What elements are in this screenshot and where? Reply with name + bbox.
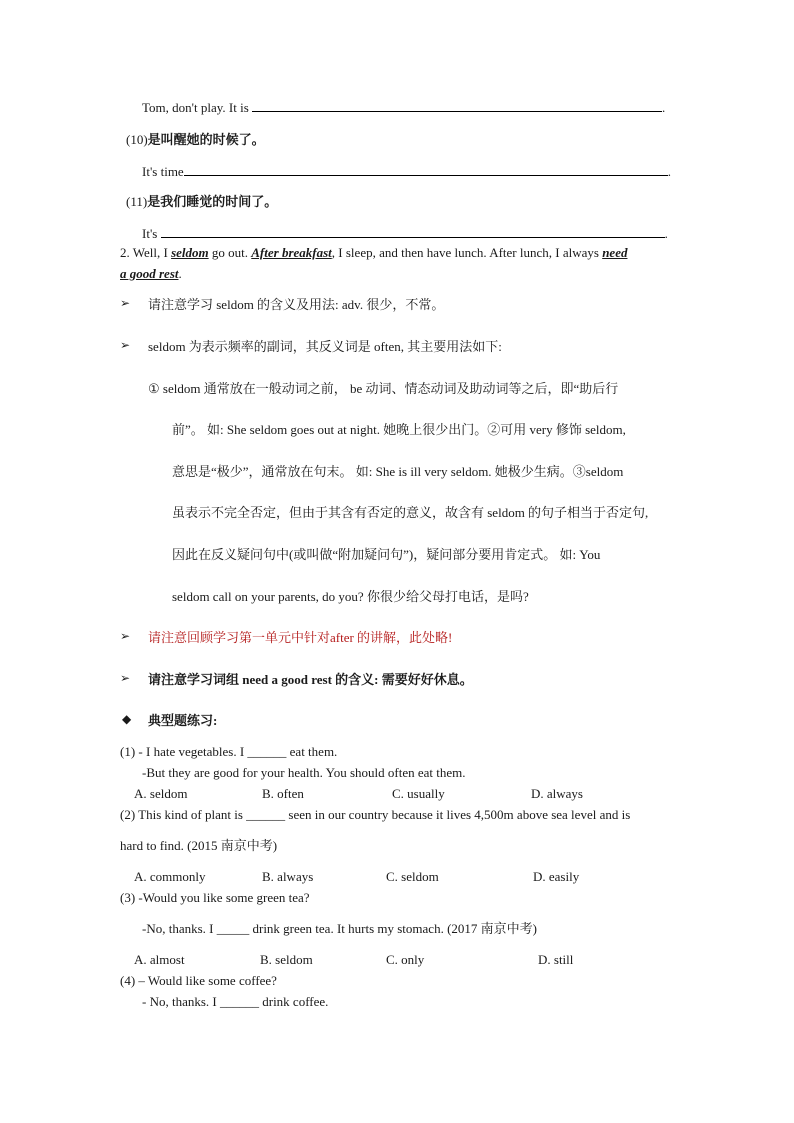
- translation-item-11-answer: It's .: [142, 226, 668, 241]
- answer-blank[interactable]: [161, 224, 665, 238]
- item-number: (10): [126, 132, 148, 147]
- translation-item-11: [126, 193, 277, 211]
- note-need-a-good-rest: 请注意学习词组 need a good rest 的含义: 需要好好休息。: [148, 672, 473, 687]
- note-seldom-meaning: 请注意学习 seldom 的含义及用法: adv. 很少，不常。: [148, 297, 445, 312]
- question-2-stem: (2) This kind of plant is ______ seen in our country because it lives 4,500m above sea level and is: [120, 807, 631, 822]
- q3-option-c[interactable]: C. only: [386, 952, 425, 967]
- q1-option-b[interactable]: B. often: [262, 786, 304, 801]
- chinese-prompt: 是叫醒她的时候了。: [147, 132, 265, 147]
- q3-option-d[interactable]: D. still: [538, 952, 574, 967]
- question-2-stem-cont: hard to find. (2015 南京中考): [120, 838, 278, 853]
- translation-item-10-answer: It's time .: [142, 164, 671, 179]
- diamond-bullet-icon: ◆: [122, 712, 132, 726]
- item-number: (11): [126, 194, 148, 209]
- question-3-reply: -No, thanks. I _____ drink green tea. It hurts my stomach. (2017 南京中考): [142, 921, 537, 936]
- sentence-2-line-1: 2. Well, I seldom go out. After breakfast, I sleep, and then have lunch. After lunch, I always need: [120, 245, 628, 260]
- chinese-prompt: 是我们睡觉的时间了。: [147, 194, 278, 209]
- item-9-prompt: Tom, don't play. It is: [142, 100, 249, 115]
- usage-detail-1: ① seldom 通常放在一般动词之前， be 动词、情态动词及助动词等之后，即“助后行: [148, 381, 619, 396]
- q2-option-c[interactable]: C. seldom: [386, 869, 439, 884]
- sentence-2-line-2: a good rest.: [120, 266, 182, 281]
- q1-option-a[interactable]: A. seldom: [134, 786, 188, 801]
- q3-option-a[interactable]: A. almost: [134, 952, 185, 967]
- usage-detail-4: 虽表示不完全否定，但由于其含有否定的意义，故含有 seldom 的句子相当于否定句,: [172, 505, 649, 520]
- answer-blank[interactable]: [252, 98, 662, 112]
- keyword-a-good-rest: a good rest: [120, 266, 179, 281]
- question-4-reply: - No, thanks. I ______ drink coffee.: [142, 994, 329, 1009]
- arrow-bullet-icon: ➢: [120, 671, 131, 685]
- usage-detail-2: 前”。 如: She seldom goes out at night. 她晚上很少出门。②可用 very 修饰 seldom,: [172, 422, 626, 437]
- question-4-stem: (4) – Would like some coffee?: [120, 973, 277, 988]
- q2-option-a[interactable]: A. commonly: [134, 869, 206, 884]
- practice-heading: 典型题练习:: [148, 713, 218, 728]
- arrow-bullet-icon: ➢: [120, 296, 131, 310]
- answer-blank[interactable]: [184, 162, 668, 176]
- note-seldom-usage: seldom 为表示频率的副词，其反义词是 often, 其主要用法如下:: [148, 339, 502, 354]
- translation-item-10: [126, 131, 265, 149]
- item-10-prompt: It's time: [142, 164, 184, 179]
- arrow-bullet-icon: ➢: [120, 629, 131, 643]
- usage-detail-5: 因此在反义疑问句中(或叫做“附加疑问句”)，疑问部分要用肯定式。 如: You: [172, 547, 601, 562]
- keyword-seldom: seldom: [171, 245, 209, 260]
- question-1-reply: -But they are good for your health. You should often eat them.: [142, 765, 466, 780]
- q1-option-c[interactable]: C. usually: [392, 786, 445, 801]
- question-3-stem: (3) -Would you like some green tea?: [120, 890, 310, 905]
- keyword-need: need: [602, 245, 628, 260]
- item-11-prompt: It's: [142, 226, 158, 241]
- translation-item-9: Tom, don't play. It is .: [142, 100, 666, 115]
- q2-option-d[interactable]: D. easily: [533, 869, 580, 884]
- q3-option-b[interactable]: B. seldom: [260, 952, 313, 967]
- keyword-after-breakfast: After breakfast: [251, 245, 332, 260]
- question-1-stem: (1) - I hate vegetables. I ______ eat them.: [120, 744, 338, 759]
- usage-detail-6: seldom call on your parents, do you? 你很少给父母打电话，是吗?: [172, 589, 529, 604]
- arrow-bullet-icon: ➢: [120, 338, 131, 352]
- note-after-review: 请注意回顾学习第一单元中针对after 的讲解，此处略!: [148, 630, 453, 645]
- usage-detail-3: 意思是“极少”，通常放在句末。 如: She is ill very seldom. 她极少生病。③seldom: [172, 464, 624, 479]
- q2-option-b[interactable]: B. always: [262, 869, 314, 884]
- q1-option-d[interactable]: D. always: [531, 786, 583, 801]
